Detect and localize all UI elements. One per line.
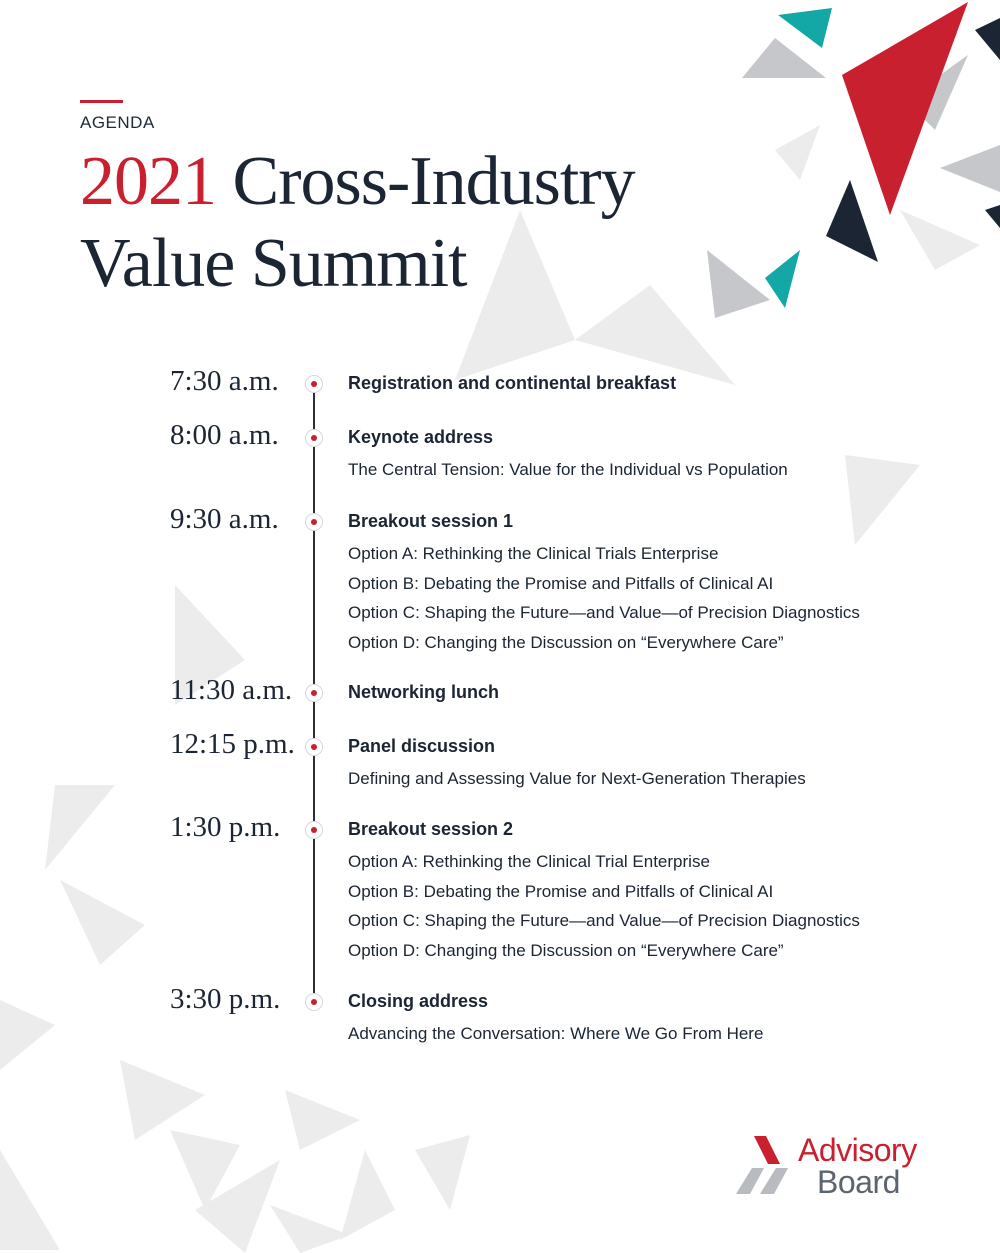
slot-items bbox=[348, 847, 860, 965]
timeline-dot bbox=[306, 739, 322, 755]
slot-item: The Central Tension: Value for the Individual vs Population bbox=[348, 460, 788, 479]
timeline-dot bbox=[306, 430, 322, 446]
logo-line1: Advisory bbox=[798, 1132, 917, 1168]
slot-title: Breakout session 2 bbox=[348, 819, 514, 839]
slot-time: 9:30 a.m. bbox=[170, 503, 279, 535]
slot-item: Defining and Assessing Value for Next-Generation Therapies bbox=[348, 769, 806, 788]
slot-title: Closing address bbox=[348, 991, 489, 1011]
slot-time: 12:15 p.m. bbox=[170, 728, 295, 760]
slot-time: 11:30 a.m. bbox=[170, 674, 293, 706]
slot-time: 3:30 p.m. bbox=[170, 983, 281, 1015]
timeline-dot bbox=[306, 822, 322, 838]
advisory-board-logo bbox=[736, 1132, 946, 1200]
logo-line2: Board bbox=[817, 1164, 900, 1200]
slot-item: Option B: Debating the Promise and Pitfalls of Clinical AI bbox=[348, 881, 774, 901]
page-title bbox=[80, 141, 635, 305]
slot-item: Option C: Shaping the Future—and Value—of Precision Diagnostics bbox=[348, 603, 860, 622]
timeline-dot bbox=[306, 514, 322, 530]
slot-title: Networking lunch bbox=[348, 682, 500, 702]
slot-title: Panel discussion bbox=[348, 736, 496, 756]
timeline-dot bbox=[306, 685, 322, 701]
slot-item: Option C: Shaping the Future—and Value—of Precision Diagnostics bbox=[348, 911, 860, 930]
header-accent-rule bbox=[80, 100, 123, 103]
slot-title: Breakout session 1 bbox=[348, 511, 514, 531]
timeline-dot bbox=[306, 376, 322, 392]
title-year: 2021 bbox=[80, 143, 216, 220]
title-line2: Value Summit bbox=[80, 225, 467, 302]
slot-item: Option D: Changing the Discussion on “Everywhere Care” bbox=[348, 940, 784, 960]
slot-item: Option A: Rethinking the Clinical Trial Enterprise bbox=[348, 852, 710, 871]
slot-item: Advancing the Conversation: Where We Go From Here bbox=[348, 1024, 764, 1043]
slot-item: Option D: Changing the Discussion on “Everywhere Care” bbox=[348, 632, 784, 652]
slot-item: Option A: Rethinking the Clinical Trials Enterprise bbox=[348, 544, 719, 563]
slot-title: Keynote address bbox=[348, 427, 494, 447]
timeline-dot bbox=[306, 994, 322, 1010]
slot-items bbox=[348, 764, 806, 794]
slot-time: 8:00 a.m. bbox=[170, 419, 279, 451]
slot-time: 1:30 p.m. bbox=[170, 811, 281, 843]
slot-items bbox=[348, 1019, 763, 1049]
slot-title: Registration and continental breakfast bbox=[348, 373, 677, 393]
title-line1-rest: Cross-Industry bbox=[216, 143, 635, 220]
slot-time: 7:30 a.m. bbox=[170, 365, 279, 397]
logo-wordmark bbox=[798, 1134, 917, 1198]
slot-item: Option B: Debating the Promise and Pitfalls of Clinical AI bbox=[348, 573, 774, 593]
slot-items bbox=[348, 455, 788, 485]
agenda-eyebrow: AGENDA bbox=[80, 113, 155, 132]
slot-items bbox=[348, 539, 860, 657]
agenda-header bbox=[80, 100, 635, 305]
